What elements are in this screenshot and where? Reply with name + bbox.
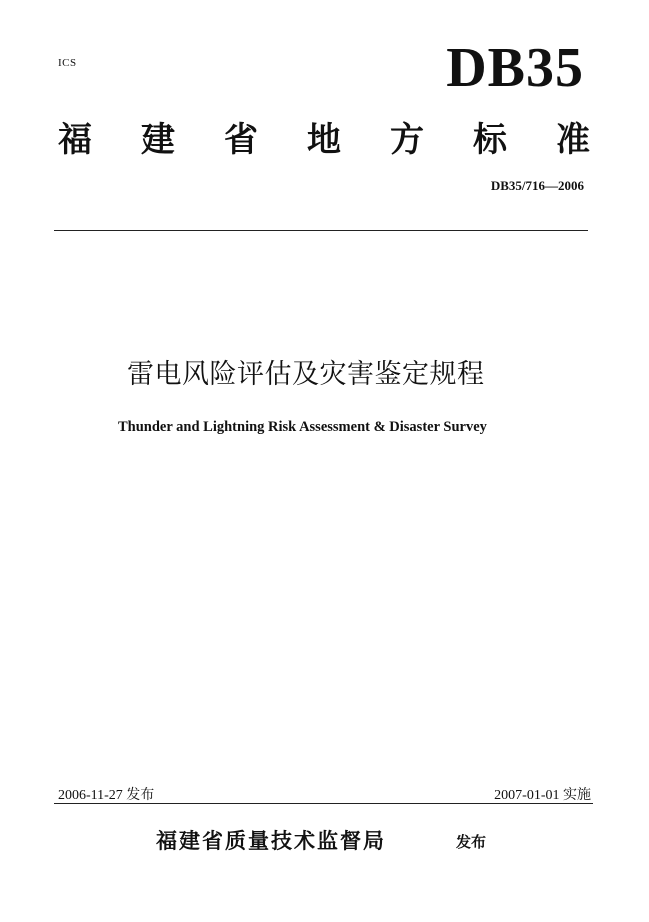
document-title-english: Thunder and Lightning Risk Assessment & Disaster Survey bbox=[118, 419, 487, 435]
standard-category-char: 福 bbox=[58, 120, 92, 160]
standard-category-char: 方 bbox=[390, 120, 424, 160]
ics-label: ICS bbox=[58, 57, 77, 69]
publish-date: 2006-11-27 发布 bbox=[58, 788, 155, 803]
issuing-authority: 福建省质量技术监督局 bbox=[156, 828, 386, 853]
standard-category-char: 准 bbox=[556, 120, 590, 160]
issuer-suffix: 发布 bbox=[456, 833, 487, 851]
implement-date: 2007-01-01 实施 bbox=[494, 788, 591, 803]
document-title-chinese: 雷电风险评估及灾害鉴定规程 bbox=[127, 359, 485, 390]
standard-category-char: 建 bbox=[141, 120, 175, 160]
standard-category-char: 省 bbox=[224, 120, 258, 160]
standard-number: DB35/716—2006 bbox=[490, 178, 584, 193]
standard-category bbox=[58, 118, 590, 162]
header-divider bbox=[54, 230, 588, 231]
standard-category-char: 标 bbox=[473, 120, 507, 160]
standard-code: DB35 bbox=[446, 37, 584, 99]
footer-divider bbox=[54, 803, 593, 804]
standard-category-char: 地 bbox=[307, 120, 341, 160]
